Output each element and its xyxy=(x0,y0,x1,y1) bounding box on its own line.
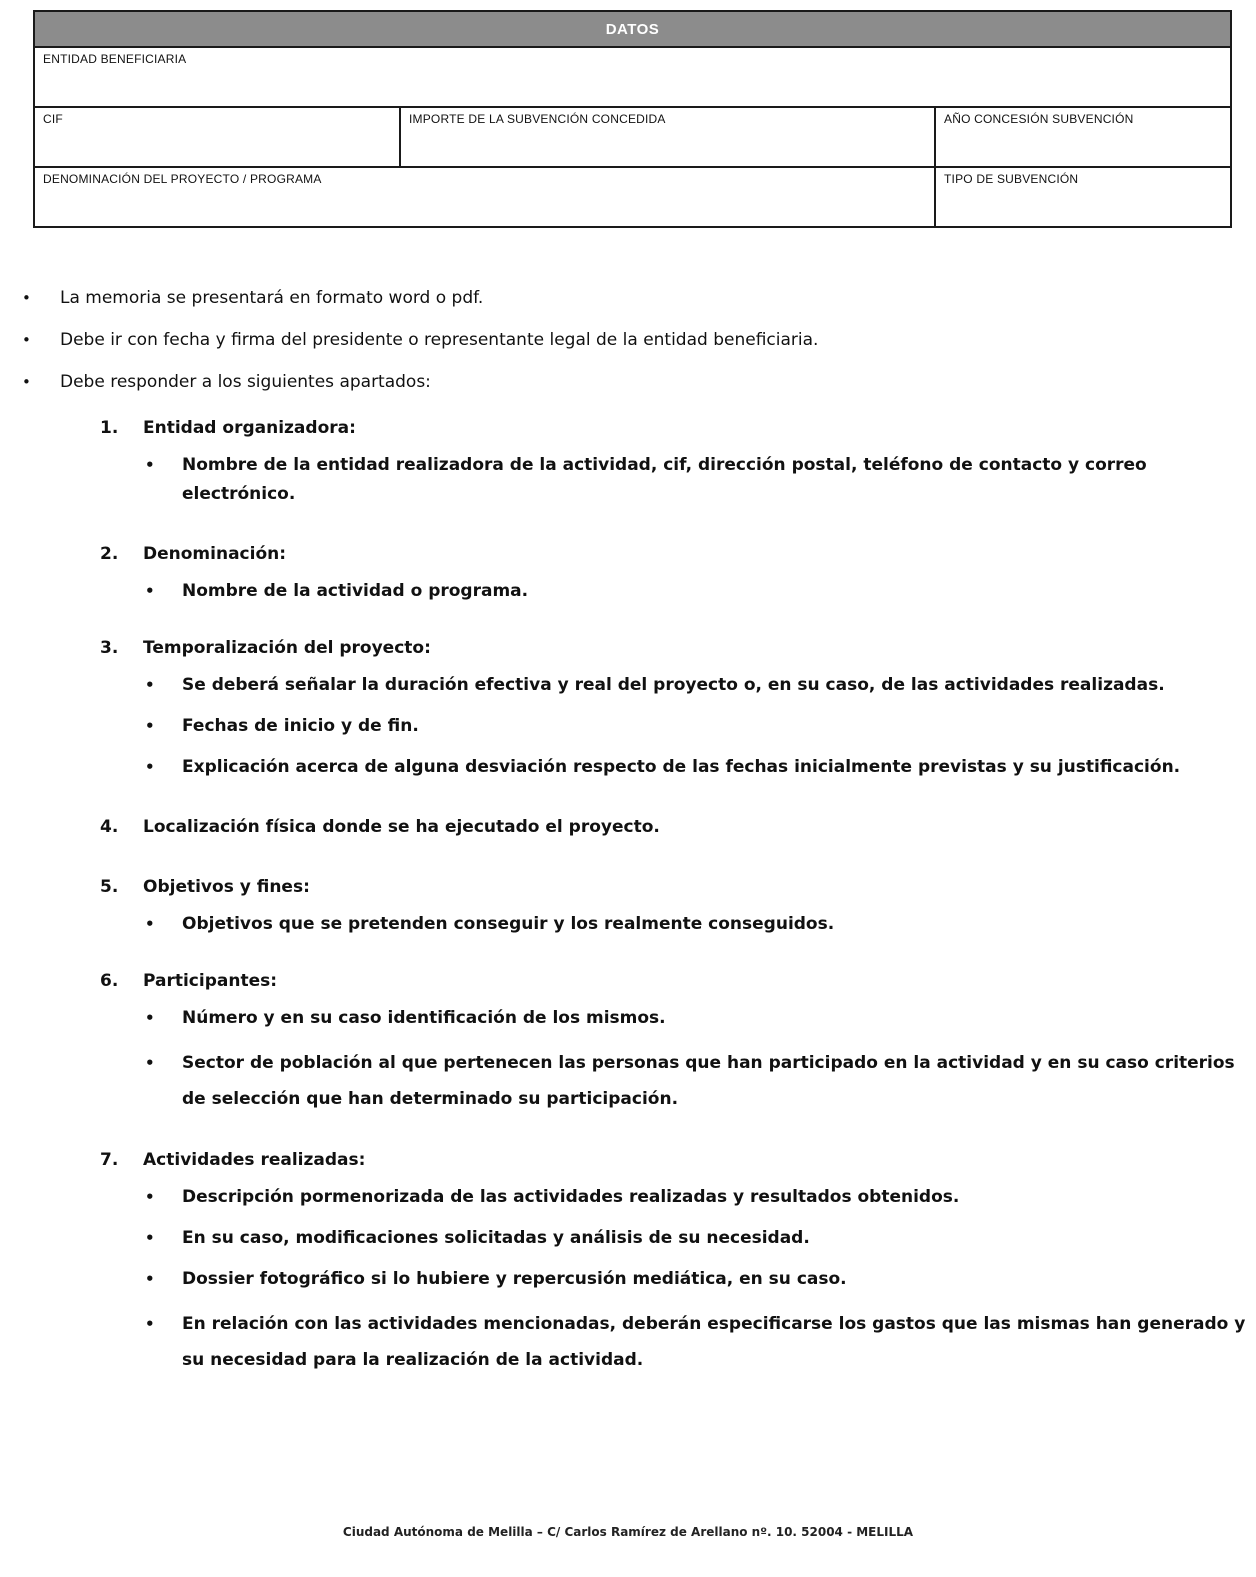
section-items xyxy=(143,451,1256,509)
datos-row-denominacion xyxy=(35,168,1230,226)
section-number: 3. xyxy=(100,638,119,658)
list-item xyxy=(143,577,1256,606)
bullet-icon: • xyxy=(145,758,155,776)
section-title-text: Temporalización del proyecto: xyxy=(143,638,431,658)
instruction-text: Debe responder a los siguientes apartados: xyxy=(60,372,431,392)
ano-concesion-cell[interactable] xyxy=(936,108,1230,166)
section-title xyxy=(100,816,1256,838)
list-item-text: Nombre de la entidad realizadora de la actividad, cif, dirección postal, teléfono de contacto y correo electrónico. xyxy=(182,455,1147,504)
section-number: 2. xyxy=(100,544,119,564)
bullet-icon: • xyxy=(145,676,155,694)
list-item xyxy=(143,1224,1256,1253)
bullet-icon: • xyxy=(22,373,31,391)
list-item xyxy=(143,712,1256,741)
bullet-icon: • xyxy=(145,582,155,600)
importe-label: IMPORTE DE LA SUBVENCIÓN CONCEDIDA xyxy=(409,112,666,126)
bullet-icon: • xyxy=(145,1188,155,1206)
bullet-icon: • xyxy=(145,1270,155,1288)
bullet-icon: • xyxy=(145,1229,155,1247)
section-objetivos xyxy=(0,876,1256,939)
list-item xyxy=(143,1183,1256,1212)
datos-row-cif xyxy=(35,108,1230,168)
section-entidad-organizadora xyxy=(0,417,1256,509)
datos-header: DATOS xyxy=(35,12,1230,48)
instruction-item xyxy=(0,329,1256,371)
section-title-text: Localización física donde se ha ejecutado el proyecto. xyxy=(143,817,660,837)
section-items xyxy=(143,577,1256,606)
instruction-text: La memoria se presentará en formato word o pdf. xyxy=(60,288,484,308)
list-item xyxy=(143,1265,1256,1294)
entidad-beneficiaria-cell[interactable] xyxy=(35,48,1230,106)
section-localizacion xyxy=(0,816,1256,838)
section-temporalizacion xyxy=(0,637,1256,782)
section-items xyxy=(143,1004,1256,1117)
list-item xyxy=(143,1306,1256,1378)
bullet-icon: • xyxy=(145,717,155,735)
list-item xyxy=(143,1045,1256,1117)
cif-label: CIF xyxy=(43,112,63,126)
bullet-icon: • xyxy=(145,1054,155,1072)
section-title xyxy=(100,543,1256,565)
section-title-text: Entidad organizadora: xyxy=(143,418,356,438)
instruction-text: Debe ir con fecha y firma del presidente o representante legal de la entidad beneficiaria. xyxy=(60,330,819,350)
entidad-beneficiaria-label: ENTIDAD BENEFICIARIA xyxy=(43,52,187,66)
section-title-text: Participantes: xyxy=(143,971,278,991)
section-title-text: Denominación: xyxy=(143,544,287,564)
section-items xyxy=(143,671,1256,782)
memoria-content xyxy=(0,287,1256,1378)
list-item-text: Dossier fotográfico si lo hubiere y repercusión mediática, en su caso. xyxy=(182,1269,847,1289)
section-denominacion xyxy=(0,543,1256,606)
section-title xyxy=(100,970,1256,992)
list-item xyxy=(143,451,1256,509)
section-title xyxy=(100,1149,1256,1171)
datos-table xyxy=(33,10,1232,228)
bullet-icon: • xyxy=(145,915,155,933)
cif-cell[interactable] xyxy=(35,108,401,166)
section-number: 4. xyxy=(100,817,119,837)
list-item-text: Descripción pormenorizada de las actividades realizadas y resultados obtenidos. xyxy=(182,1187,960,1207)
section-title-text: Actividades realizadas: xyxy=(143,1150,366,1170)
section-number: 6. xyxy=(100,971,119,991)
list-item-text: En relación con las actividades mencionadas, deberán especificarse los gastos que las mismas han generado y su necesidad para la realización de la actividad. xyxy=(182,1314,1246,1370)
section-items xyxy=(143,1183,1256,1378)
importe-cell[interactable] xyxy=(401,108,936,166)
list-item-text: Explicación acerca de alguna desviación respecto de las fechas inicialmente previstas y su justificación. xyxy=(182,757,1181,777)
instruction-item xyxy=(0,371,1256,413)
list-item-text: Objetivos que se pretenden conseguir y los realmente conseguidos. xyxy=(182,914,835,934)
section-title-text: Objetivos y fines: xyxy=(143,877,310,897)
datos-row-entidad xyxy=(35,48,1230,108)
section-actividades xyxy=(0,1149,1256,1378)
bullet-icon: • xyxy=(22,289,31,307)
list-item-text: Sector de población al que pertenecen las personas que han participado en la actividad y en su caso criterios de selección que han determinado su participación. xyxy=(182,1053,1235,1109)
section-title xyxy=(100,876,1256,898)
section-number: 5. xyxy=(100,877,119,897)
page-footer: Ciudad Autónoma de Melilla – C/ Carlos Ramírez de Arellano nº. 10. 52004 - MELILLA xyxy=(342,1525,914,1539)
instruction-item xyxy=(0,287,1256,329)
section-number: 7. xyxy=(100,1150,119,1170)
tipo-subvencion-label: TIPO DE SUBVENCIÓN xyxy=(944,172,1079,186)
list-item xyxy=(143,753,1256,782)
bullet-icon: • xyxy=(22,331,31,349)
list-item-text: Fechas de inicio y de fin. xyxy=(182,716,419,736)
list-item xyxy=(143,1004,1256,1033)
denominacion-proyecto-label: DENOMINACIÓN DEL PROYECTO / PROGRAMA xyxy=(43,172,322,186)
section-title xyxy=(100,637,1256,659)
bullet-icon: • xyxy=(145,1009,155,1027)
bullet-icon: • xyxy=(145,1315,155,1333)
list-item-text: En su caso, modificaciones solicitadas y análisis de su necesidad. xyxy=(182,1228,810,1248)
section-participantes xyxy=(0,970,1256,1117)
list-item xyxy=(143,910,1256,939)
ano-concesion-label: AÑO CONCESIÓN SUBVENCIÓN xyxy=(944,112,1134,126)
list-item-text: Se deberá señalar la duración efectiva y real del proyecto o, en su caso, de las actividades realizadas. xyxy=(182,675,1165,695)
list-item-text: Nombre de la actividad o programa. xyxy=(182,581,529,601)
section-items xyxy=(143,910,1256,939)
section-number: 1. xyxy=(100,418,119,438)
list-item xyxy=(143,671,1256,700)
section-title xyxy=(100,417,1256,439)
bullet-icon: • xyxy=(145,456,155,474)
list-item-text: Número y en su caso identificación de los mismos. xyxy=(182,1008,666,1028)
tipo-subvencion-cell[interactable] xyxy=(936,168,1230,226)
denominacion-proyecto-cell[interactable] xyxy=(35,168,936,226)
